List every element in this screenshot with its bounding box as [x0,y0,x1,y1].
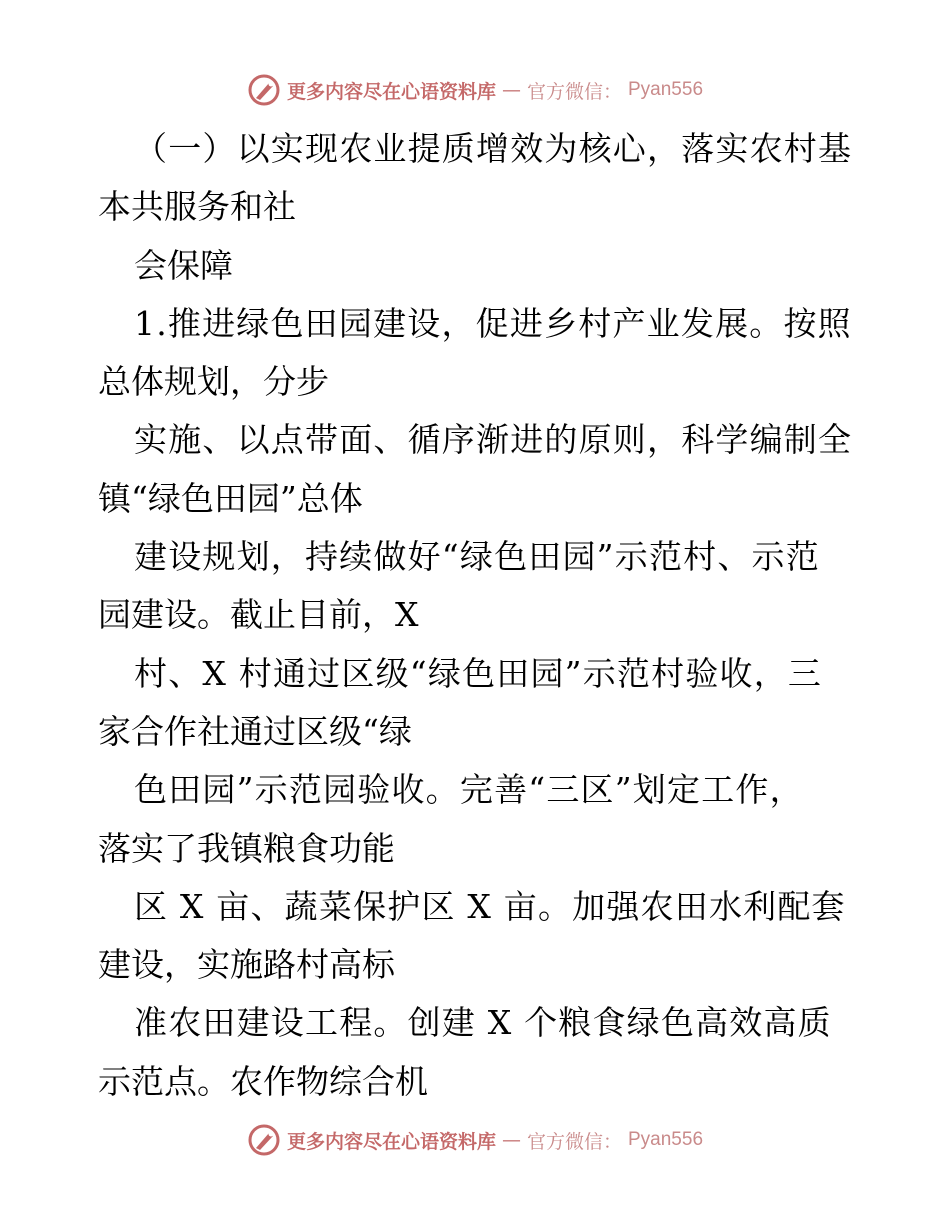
text-line: 总体规划，分步 [98,362,329,402]
text-line: 准农田建设工程。创建 X 个粮食绿色高效高质 [134,1003,832,1043]
watermark-label: 官方微信： [526,1130,622,1153]
text-line: 1.推进绿色田园建设，促进乡村产业发展。按照 [134,303,852,343]
text-line: （一）以实现农业提质增效为核心，落实农村基 [134,129,853,168]
text-line: 本共服务和社 [98,187,296,227]
footer-watermark [0,1120,950,1160]
text-line: 村、X 村通过区级“绿色田园”示范村验收，三 [134,653,823,693]
text-line: 示范点。农作物综合机 [98,1061,428,1101]
text-line: 实施、以点带面、循序渐进的原则，科学编制全 [134,420,853,460]
text-line: 色田园”示范园验收。完善“三区”划定工作， [134,770,804,810]
watermark-wechat-id: Pyan556 [628,1129,704,1150]
document-body [98,120,868,1111]
watermark-wechat-id: Pyan556 [628,79,704,100]
text-line: 会保障 [134,245,233,285]
text-line: 镇“绿色田园”总体 [98,478,363,518]
text-line: 建设规划，持续做好“绿色田园”示范村、示范 [134,537,820,577]
text-line: 落实了我镇粮食功能 [98,828,395,868]
watermark-brand: 更多内容尽在心语资料库 [286,80,496,103]
watermark-brand: 更多内容尽在心语资料库 [286,1130,496,1153]
text-line: 园建设。截止目前，X [98,595,419,635]
text-line: 区 X 亩、蔬菜保护区 X 亩。加强农田水利配套 [134,886,846,926]
text-line: 家合作社通过区级“绿 [98,711,412,751]
watermark-dash: — [501,79,521,101]
header-watermark [0,70,950,110]
watermark-dash: — [501,1129,521,1151]
quill-pen-seal-icon [247,73,281,107]
text-line: 建设，实施路村高标 [98,945,395,985]
watermark-label: 官方微信： [526,80,622,103]
quill-pen-seal-icon [247,1123,281,1157]
